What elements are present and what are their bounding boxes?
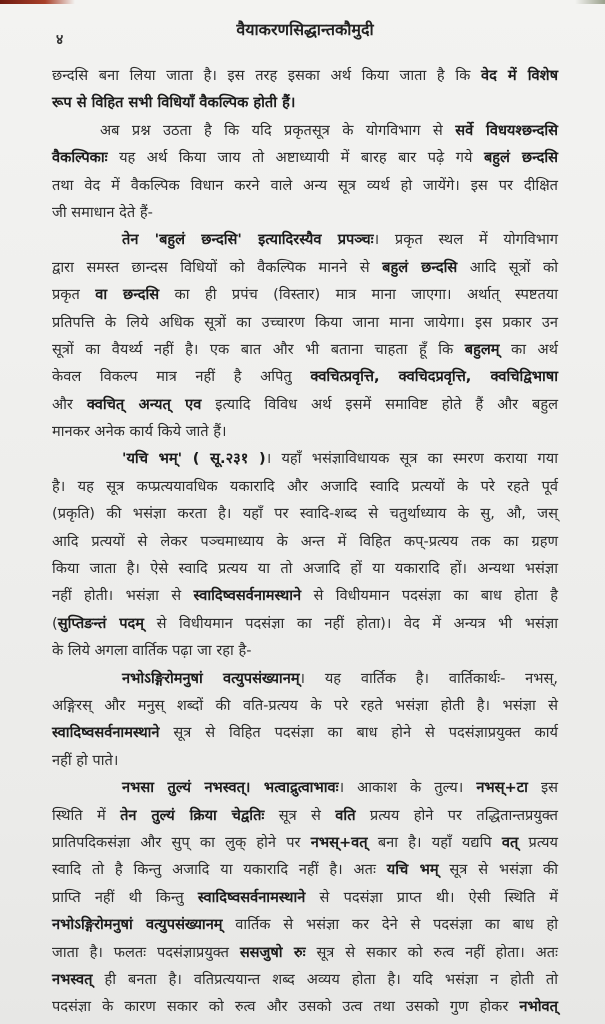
text-line [52,281,558,308]
text-run: । यहाँ भसंज्ञाविधायक सूत्र का स्मरण कराया गया [265,450,558,468]
bold-term: सुप्तिङन्तं पदम् [57,614,145,632]
text-run: वार्तिक से भसंज्ञा कर देने से पदसंज्ञा का बाध हो [222,916,559,934]
text-run: से विधीयमान पदसंज्ञा का बाध होता है [301,587,558,605]
text-line [52,802,558,829]
text-line [52,719,558,746]
text-run: के लिये अगला वार्तिक पढ़ा जा रहा है- [52,642,252,660]
text-run: सूत्र से सकार को रुत्व नहीं होता। अतः [305,943,559,961]
text-line [52,473,558,500]
text-run: जी समाधान देते हैं- [52,203,153,221]
text-run: का अर्थ [499,340,558,358]
book-edge-decoration [0,0,75,4]
bold-term: वेद में विशेष [480,67,558,84]
text-line [52,199,558,226]
text-run: प्रकृत [52,286,96,304]
text-line [52,993,558,1020]
bold-term: तेन 'बहुलं छन्दसि' इत्यादिरस्यैव प्रपञ्चः [122,231,374,249]
bold-term: वत् [501,833,519,851]
text-line [52,363,558,390]
text-run: से पदसंज्ञा प्राप्त थी। ऐसी स्थिति में [305,888,558,906]
text-run: प्रतिपत्ति के लिये अधिक सूत्रों का उच्चारण किया जाना माना जायेगा। इस प्रकार उन [52,313,558,331]
text-line [52,309,558,336]
text-run: अङ्गिरस् और मनुस् शब्दों की वति-प्रत्यय के परे रहते भसंज्ञा होती है। भसंज्ञा से [52,696,558,714]
text-run: जाता है। फलतः पदसंज्ञाप्रयुक्त [52,943,240,961]
text-run: आदि सूत्रों को [457,258,558,276]
bold-term: नभोऽङ्गिरोमनुषां वत्युपसंख्यानम् [52,916,223,934]
text-line [52,610,558,637]
text-line [52,62,558,89]
background-edge [575,0,605,4]
bold-term: वा छन्दसि [95,286,160,304]
bold-term: सर्वे विधयश्छन्दसि [455,121,558,139]
text-run: सूत्र से भसंज्ञा की [438,861,558,879]
bold-term: बहुलं छन्दसि [382,258,458,276]
text-run: स्वादि तो है किन्तु अजादि या यकारादि नहीं है। अतः [52,861,387,879]
text-run: द्वारा समस्त छान्दस विधियों को वैकल्पिक मानने से [52,258,383,276]
text-run: से विधीयमान पदसंज्ञा का नहीं होता)। वेद में अन्यत्र भी भसंज्ञा [144,614,558,632]
text-line [52,665,558,692]
text-line [52,774,558,801]
text-line [52,89,558,116]
text-line [52,582,558,609]
text-run: इस [527,779,558,797]
text-run: है। यह सूत्र कप्प्रत्ययावधिक यकारादि और अजादि स्वादि प्रत्ययों के परे रहते पूर्व [52,477,558,495]
text-run: केवल विकल्प मात्र नहीं है अपितु [52,368,311,386]
bold-term: 'यचि भम्' ( सू.२३१ ) [122,450,266,468]
text-run: किया जाता है। ऐसे स्वादि प्रत्यय या तो अजादि हों या यकारादि हों। अन्यथा भसंज्ञा [52,560,558,578]
bold-term: नभस्वत् [52,970,93,988]
body-text [52,62,558,1021]
text-run: । यह वार्तिक है। वार्तिकार्थः- नभस्, [299,669,558,687]
text-line [52,226,558,253]
bold-term: क्वचित् अन्यत् एव [86,395,202,413]
text-run: और [52,395,87,413]
text-run: का ही प्रपंच (विस्तार) मात्र माना जाएगा। अर्थात् स्पष्टतया [159,286,559,304]
text-line [52,747,558,774]
text-line [52,528,558,555]
text-run: सूत्र से [264,806,336,824]
text-run: ( [52,614,58,632]
text-run: सूत्रों का वैयर्थ्य नहीं है। एक बात और भी बताना चाहता हूँ कि [52,340,465,358]
bold-term: नभोऽङ्गिरोमनुषां वत्युपसंख्यानम् [122,669,300,687]
text-run: तथा वेद में वैकल्पिक विधान करने वाले अन्य सूत्र व्यर्थ हो जायेंगे। इस पर दीक्षित [52,176,558,194]
bold-term: क्वचित्प्रवृत्ति, क्वचिदप्रवृत्ति, क्वचिद्विभाषा [310,368,558,386]
text-line [52,829,558,856]
text-line [52,500,558,527]
text-line [52,254,558,281]
text-run: नहीं हो पाते। [52,751,119,769]
text-run: मानकर अनेक कार्य किये जाते हैं। [52,423,227,441]
text-run: । आकाश के तुल्य। [338,779,477,797]
text-run: यह अर्थ किया जाय तो अष्टाध्यायी में बारह बार पढ़े गये [107,149,484,167]
bold-term: वति [335,806,356,824]
text-run: पदसंज्ञा के कारण सकार को रुत्व और उसको उत्व तथा उसको गुण होकर [52,998,520,1016]
text-run: इत्यादि विविध अर्थ इसमें समाविष्ट होते हैं और बहुल [201,395,558,413]
text-line [52,117,558,144]
bold-term: बहुलम् [464,340,500,358]
text-line [52,911,558,938]
text-line [52,418,558,445]
text-run: सूत्र से विहित पदसंज्ञा का बाध होने से पदसंज्ञाप्रयुक्त कार्य [159,724,558,742]
text-line [52,856,558,883]
text-line [52,391,558,418]
text-run: ही बनता है। वतिप्रत्ययान्त शब्द अव्यय होता है। यदि भसंज्ञा न होती तो [92,970,558,988]
running-title: वैयाकरणसिद्धान्तकौमुदी [236,20,374,39]
text-line [52,144,558,171]
text-run: छन्दसि बना लिया जाता है। इस तरह इसका अर्थ किया जाता है कि [52,67,481,84]
text-run: स्थिति में [52,806,121,824]
text-run: प्रातिपदिकसंज्ञा और सुप् का लुक् होने पर [52,833,311,851]
text-run: । प्रकृत स्थल में योगविभाग [373,231,558,249]
text-line [52,555,558,582]
page-number: ४ [56,32,64,48]
bold-term: नभस्+वत् [310,833,368,851]
bold-term: बहुलं छन्दसि [483,149,558,167]
text-line [52,884,558,911]
bold-term: रूप से विहित सभी विधियाँ वैकल्पिक होती हैं। [52,94,296,112]
bold-term: नभस्+टा [476,779,528,797]
page-header [52,14,558,48]
text-run: प्रत्यय होने पर तद्धितान्तप्रयुक्त [355,806,558,824]
text-run: प्राप्ति नहीं थी किन्तु [52,888,198,906]
bold-term: यचि भम् [386,861,439,879]
bold-term: ससजुषो रुः [239,943,306,961]
text-line [52,939,558,966]
text-line [52,172,558,199]
text-line [52,336,558,363]
text-run: (प्रकृति) की भसंज्ञा करता है। यहाँ पर स्वादि-शब्द से चतुर्थाध्याय के सु, औ, जस् [52,505,558,523]
bold-term: स्वादिष्वसर्वनामस्थाने [52,724,160,742]
text-run: आदि प्रत्ययों से लेकर पञ्चमाध्याय के अन्त में विहित कप्-प्रत्यय तक का ग्रहण [52,532,558,550]
text-run: नहीं होती। भसंज्ञा से [52,587,194,605]
bold-term: तेन तुल्यं क्रिया चेद्वतिः [120,806,265,824]
text-line [52,966,558,993]
text-line [52,445,558,472]
bold-term: स्वादिष्वसर्वनामस्थाने [197,888,306,906]
text-run: बना है। यहाँ यद्यपि [367,833,502,851]
bold-term: वैकल्पिकाः [52,149,108,167]
text-line [52,692,558,719]
book-page [52,14,558,1021]
bold-term: नभसा तुल्यं नभस्वत्। भत्वाद्रुत्वाभावः [122,779,339,797]
text-run: अब प्रश्न उठता है कि यदि प्रकृतसूत्र के योगविभाग से [100,121,456,139]
bold-term: नभोवत् [519,998,558,1016]
bold-term: स्वादिष्वसर्वनामस्थाने [193,587,302,605]
text-run: प्रत्यय [518,833,558,851]
text-line [52,637,558,664]
